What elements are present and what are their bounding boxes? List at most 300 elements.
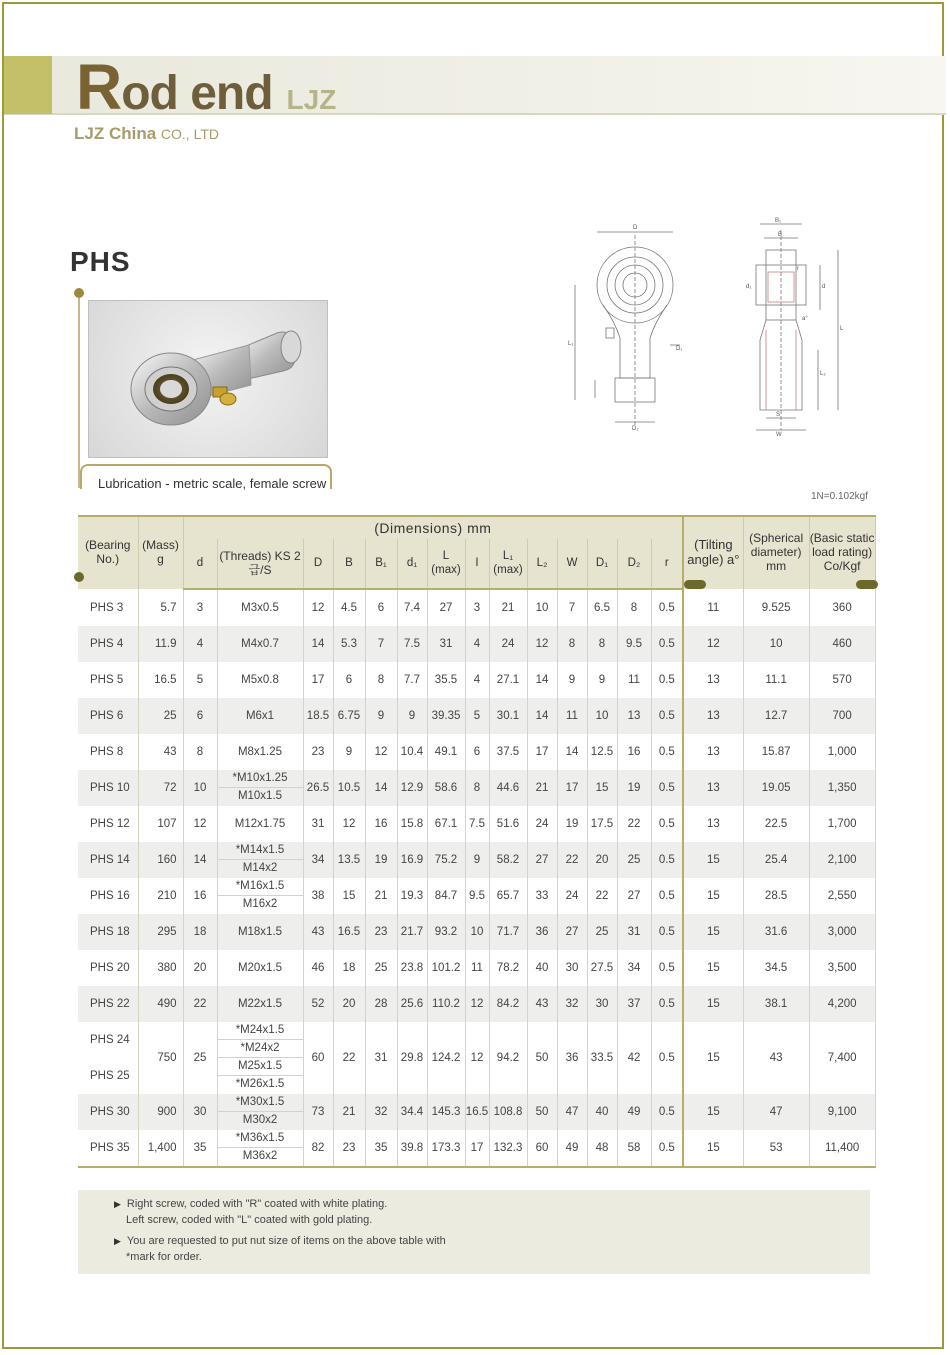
cell-w: 24: [557, 878, 587, 914]
cell-bearing-no: PHS 35: [78, 1130, 138, 1167]
header-mass: (Mass) g: [138, 516, 183, 589]
cell-l2: 40: [527, 950, 557, 986]
table-row: [78, 770, 875, 806]
cell-d: 14: [303, 626, 333, 662]
cell-w: 8: [557, 626, 587, 662]
cell-l1: 132.3: [489, 1130, 527, 1167]
thread-spec: *M16x1.5: [235, 880, 285, 892]
cell-d: 26.5: [303, 770, 333, 806]
page-title: [76, 50, 336, 124]
cell-l2: 14: [527, 698, 557, 734]
header-d: d: [183, 539, 217, 589]
cell-l: 31: [427, 626, 465, 662]
header-L1: L₁ (max): [489, 539, 527, 589]
cell-d: 3: [183, 589, 217, 626]
product-photo: [88, 300, 328, 458]
cell-b1: 31: [365, 1022, 397, 1094]
header-D: D: [303, 539, 333, 589]
thread-spec: M10x1.5: [218, 787, 303, 805]
cell-bearing-no: PHS 16: [78, 878, 138, 914]
cell-i: 12: [465, 986, 489, 1022]
cell-threads: [217, 842, 303, 878]
cell-l: 173.3: [427, 1130, 465, 1167]
cell-sph: 9.525: [743, 589, 809, 626]
cell-d2: 27: [617, 878, 651, 914]
cell-tilt: 13: [683, 698, 743, 734]
cell-d2: 19: [617, 770, 651, 806]
cell-d1: 23.8: [397, 950, 427, 986]
cell-d2: 34: [617, 950, 651, 986]
cell-load: 360: [809, 589, 875, 626]
footnote-1: ▶ Right screw, coded with "R" coated with white plating.: [114, 1198, 388, 1210]
cell-w: 32: [557, 986, 587, 1022]
cell-r: 0.5: [651, 806, 683, 842]
cell-sph: 12.7: [743, 698, 809, 734]
cell-d1: 34.4: [397, 1094, 427, 1130]
cell-r: 0.5: [651, 662, 683, 698]
cell-d: 38: [303, 878, 333, 914]
cell-tilt: 13: [683, 662, 743, 698]
cell-sph: 22.5: [743, 806, 809, 842]
cell-threads: M5x0.8: [217, 662, 303, 698]
thread-spec: M14x2: [218, 859, 303, 877]
cell-i: 9: [465, 842, 489, 878]
cell-b1: 28: [365, 986, 397, 1022]
photo-caption: Lubrication - metric scale, female screw: [98, 476, 327, 491]
cell-l: 49.1: [427, 734, 465, 770]
cell-load: 4,200: [809, 986, 875, 1022]
cell-threads: [217, 1130, 303, 1167]
cell-b: 22: [333, 1022, 365, 1094]
cell-w: 47: [557, 1094, 587, 1130]
cell-mass: 107: [138, 806, 183, 842]
cell-d1: 9: [397, 698, 427, 734]
cell-l1: 94.2: [489, 1022, 527, 1094]
cell-d1: 19.3: [397, 878, 427, 914]
cell-l1: 24: [489, 626, 527, 662]
cell-i: 4: [465, 626, 489, 662]
table-row: [78, 734, 875, 770]
cell-b: 21: [333, 1094, 365, 1130]
technical-drawing: [520, 210, 880, 440]
cell-tilt: 15: [683, 842, 743, 878]
cell-d: 73: [303, 1094, 333, 1130]
column-marker-right-icon: [856, 580, 878, 589]
label-D: D: [633, 225, 638, 231]
cell-d: 12: [183, 806, 217, 842]
cell-d2: 13: [617, 698, 651, 734]
label-D1: D₁: [676, 346, 683, 352]
cell-d2: 42: [617, 1022, 651, 1094]
cell-l1: 37.5: [489, 734, 527, 770]
cell-b: 5.3: [333, 626, 365, 662]
cell-d2: 11: [617, 662, 651, 698]
cell-mass: 750: [138, 1022, 183, 1094]
cell-d: 35: [183, 1130, 217, 1167]
cell-d1: 16.9: [397, 842, 427, 878]
cell-l1: 84.2: [489, 986, 527, 1022]
cell-threads: M4x0.7: [217, 626, 303, 662]
table-row: [78, 626, 875, 662]
cell-l1: 108.8: [489, 1094, 527, 1130]
cell-mass: 900: [138, 1094, 183, 1130]
header-r: r: [651, 539, 683, 589]
cell-r: 0.5: [651, 1022, 683, 1094]
cell-d1: 33.5: [587, 1022, 617, 1094]
cell-r: 0.5: [651, 986, 683, 1022]
cell-d: 18: [183, 914, 217, 950]
cell-r: 0.5: [651, 1130, 683, 1167]
header-spherical-diameter: (Spherical diameter) mm: [743, 516, 809, 589]
cell-load: 460: [809, 626, 875, 662]
cell-d1: 12.9: [397, 770, 427, 806]
cell-d1: 15.8: [397, 806, 427, 842]
cell-r: 0.5: [651, 698, 683, 734]
cell-threads: [217, 1022, 303, 1094]
cell-threads: [217, 878, 303, 914]
cell-d: 52: [303, 986, 333, 1022]
cell-l2: 50: [527, 1022, 557, 1094]
company-suffix: CO., LTD: [160, 126, 219, 142]
cell-w: 17: [557, 770, 587, 806]
cell-l1: 51.6: [489, 806, 527, 842]
header-tilting-angle: (Tilting angle) a°: [683, 516, 743, 589]
label-S: S: [776, 412, 781, 418]
cell-l2: 21: [527, 770, 557, 806]
cell-d: 31: [303, 806, 333, 842]
cell-mass: 5.7: [138, 589, 183, 626]
cell-w: 7: [557, 589, 587, 626]
cell-sph: 34.5: [743, 950, 809, 986]
thread-spec: M30x2: [218, 1111, 303, 1129]
cell-l2: 17: [527, 734, 557, 770]
label-W: W: [776, 432, 782, 438]
table-row: [78, 914, 875, 950]
cell-load: 3,000: [809, 914, 875, 950]
cell-d1: 25: [587, 914, 617, 950]
cell-l: 58.6: [427, 770, 465, 806]
cell-b: 23: [333, 1130, 365, 1167]
cell-b: 20: [333, 986, 365, 1022]
label-L: L: [840, 326, 844, 332]
cell-r: 0.5: [651, 914, 683, 950]
cell-d: 8: [183, 734, 217, 770]
cell-b1: 7: [365, 626, 397, 662]
cell-d: 20: [183, 950, 217, 986]
cell-bearing-no: PHS 3: [78, 589, 138, 626]
cell-sph: 19.05: [743, 770, 809, 806]
cell-i: 8: [465, 770, 489, 806]
cell-b: 12: [333, 806, 365, 842]
cell-d2: 58: [617, 1130, 651, 1167]
table-row: [78, 878, 875, 914]
thread-spec: M25x1.5: [218, 1057, 303, 1075]
cell-d: 46: [303, 950, 333, 986]
cell-sph: 28.5: [743, 878, 809, 914]
cell-i: 11: [465, 950, 489, 986]
spec-table: [78, 515, 876, 1168]
cell-sph: 11.1: [743, 662, 809, 698]
bullet-dot-icon: [74, 288, 84, 298]
cell-b: 10.5: [333, 770, 365, 806]
cell-mass: 295: [138, 914, 183, 950]
cell-l2: 60: [527, 1130, 557, 1167]
cell-b: 15: [333, 878, 365, 914]
cell-b1: 8: [365, 662, 397, 698]
cell-sph: 25.4: [743, 842, 809, 878]
cell-l1: 27.1: [489, 662, 527, 698]
cell-d2: 49: [617, 1094, 651, 1130]
cell-b1: 14: [365, 770, 397, 806]
header-load-rating: (Basic static load rating) Co/Kgf: [809, 516, 875, 589]
cell-i: 4: [465, 662, 489, 698]
cell-d1: 29.8: [397, 1022, 427, 1094]
cell-b1: 16: [365, 806, 397, 842]
cell-tilt: 11: [683, 589, 743, 626]
cell-bearing-no: PHS 6: [78, 698, 138, 734]
cell-l: 101.2: [427, 950, 465, 986]
cell-d1: 39.8: [397, 1130, 427, 1167]
cell-r: 0.5: [651, 770, 683, 806]
cell-d1: 17.5: [587, 806, 617, 842]
cell-threads: M18x1.5: [217, 914, 303, 950]
cell-b1: 32: [365, 1094, 397, 1130]
cell-b1: 12: [365, 734, 397, 770]
cell-threads: M8x1.25: [217, 734, 303, 770]
cell-l: 39.35: [427, 698, 465, 734]
table-row: [78, 1130, 875, 1167]
cell-tilt: 15: [683, 878, 743, 914]
header-B: B: [333, 539, 365, 589]
cell-mass: 16.5: [138, 662, 183, 698]
cell-mass: 380: [138, 950, 183, 986]
cell-l: 75.2: [427, 842, 465, 878]
cell-sph: 10: [743, 626, 809, 662]
cell-bearing-no: PHS 8: [78, 734, 138, 770]
cell-w: 36: [557, 1022, 587, 1094]
photo-side-rule: [78, 298, 80, 488]
cell-l: 84.7: [427, 878, 465, 914]
cell-d1: 10.4: [397, 734, 427, 770]
cell-sph: 31.6: [743, 914, 809, 950]
cell-d1: 20: [587, 842, 617, 878]
label-L1: L₁: [568, 341, 574, 347]
cell-l: 35.5: [427, 662, 465, 698]
cell-load: 1,000: [809, 734, 875, 770]
label-r: r: [797, 266, 799, 272]
table-row: [78, 698, 875, 734]
header-dimensions: (Dimensions) mm: [183, 516, 683, 539]
cell-w: 27: [557, 914, 587, 950]
cell-tilt: 12: [683, 626, 743, 662]
cell-b1: 9: [365, 698, 397, 734]
table-row: [78, 950, 875, 986]
cell-sph: 15.87: [743, 734, 809, 770]
footnote-box: [78, 1190, 870, 1274]
product-code: PHS: [70, 246, 131, 277]
cell-w: 14: [557, 734, 587, 770]
cell-d: 16: [183, 878, 217, 914]
cell-d1: 21.7: [397, 914, 427, 950]
thread-spec: *M24x1.5: [235, 1024, 285, 1036]
header-L2: L₂: [527, 539, 557, 589]
cell-r: 0.5: [651, 842, 683, 878]
cell-d2: 31: [617, 914, 651, 950]
cell-mass: 72: [138, 770, 183, 806]
cell-l1: 78.2: [489, 950, 527, 986]
cell-bearing-no: PHS 22: [78, 986, 138, 1022]
cell-b1: 25: [365, 950, 397, 986]
thread-spec: *M10x1.25: [232, 772, 288, 784]
cell-d1: 27.5: [587, 950, 617, 986]
cell-d: 18.5: [303, 698, 333, 734]
footnote-2: ▶ You are requested to put nut size of items on the above table with: [114, 1235, 446, 1247]
cell-b1: 23: [365, 914, 397, 950]
label-d1: d₁: [746, 284, 752, 290]
cell-bearing-no: [78, 1022, 138, 1094]
cell-bearing-no: PHS 14: [78, 842, 138, 878]
title-cap: R: [76, 51, 122, 123]
cell-l: 110.2: [427, 986, 465, 1022]
cell-d1: 8: [587, 626, 617, 662]
cell-d1: 9: [587, 662, 617, 698]
cell-d1: 30: [587, 986, 617, 1022]
table-row: [78, 1094, 875, 1130]
header-d1: d₁: [397, 539, 427, 589]
cell-tilt: 15: [683, 1094, 743, 1130]
cell-load: 7,400: [809, 1022, 875, 1094]
table-row: [78, 662, 875, 698]
cell-load: 9,100: [809, 1094, 875, 1130]
cell-d: 12: [303, 589, 333, 626]
cell-l1: 30.1: [489, 698, 527, 734]
header-I: I: [465, 539, 489, 589]
cell-d2: 8: [617, 589, 651, 626]
cell-l: 145.3: [427, 1094, 465, 1130]
table-row: [78, 589, 875, 626]
cell-d: 25: [183, 1022, 217, 1094]
cell-tilt: 15: [683, 986, 743, 1022]
cell-d2: 16: [617, 734, 651, 770]
cell-load: 570: [809, 662, 875, 698]
cell-d2: 9.5: [617, 626, 651, 662]
cell-mass: 490: [138, 986, 183, 1022]
cell-l1: 44.6: [489, 770, 527, 806]
cell-d: 60: [303, 1022, 333, 1094]
label-d: d: [822, 284, 826, 290]
cell-load: 2,550: [809, 878, 875, 914]
triangle-bullet-icon: ▶: [114, 1236, 121, 1246]
cell-bearing-no: PHS 20: [78, 950, 138, 986]
cell-b: 16.5: [333, 914, 365, 950]
cell-d1: 25.6: [397, 986, 427, 1022]
thread-spec: M36x2: [218, 1147, 303, 1165]
cell-i: 12: [465, 1022, 489, 1094]
cell-load: 700: [809, 698, 875, 734]
cell-tilt: 15: [683, 914, 743, 950]
bearing-no-line: PHS 24: [90, 1034, 130, 1046]
cell-mass: 43: [138, 734, 183, 770]
cell-bearing-no: PHS 12: [78, 806, 138, 842]
bearing-no-line: PHS 25: [90, 1070, 130, 1082]
cell-b1: 19: [365, 842, 397, 878]
cell-b1: 21: [365, 878, 397, 914]
cell-l2: 33: [527, 878, 557, 914]
cell-d2: 22: [617, 806, 651, 842]
cell-d1: 15: [587, 770, 617, 806]
header-B1: B₁: [365, 539, 397, 589]
cell-b1: 6: [365, 589, 397, 626]
title-rest: od end: [121, 67, 273, 120]
cell-d: 43: [303, 914, 333, 950]
cell-l1: 21: [489, 589, 527, 626]
cell-load: 2,100: [809, 842, 875, 878]
unit-note: 1N=0.102kgf: [811, 491, 868, 502]
cell-i: 5: [465, 698, 489, 734]
cell-tilt: 13: [683, 806, 743, 842]
cell-d1: 40: [587, 1094, 617, 1130]
cell-threads: M6x1: [217, 698, 303, 734]
label-B1: B₁: [775, 218, 782, 224]
cell-d2: 37: [617, 986, 651, 1022]
label-D2: D₂: [632, 426, 639, 432]
cell-i: 9.5: [465, 878, 489, 914]
cell-load: 3,500: [809, 950, 875, 986]
thread-spec: *M14x1.5: [235, 844, 285, 856]
cell-l1: 71.7: [489, 914, 527, 950]
cell-tilt: 15: [683, 1022, 743, 1094]
cell-load: 1,700: [809, 806, 875, 842]
cell-d1: 22: [587, 878, 617, 914]
cell-l1: 58.2: [489, 842, 527, 878]
cell-d: 17: [303, 662, 333, 698]
cell-b: 6.75: [333, 698, 365, 734]
thread-spec: *M30x1.5: [235, 1096, 285, 1108]
cell-threads: M3x0.5: [217, 589, 303, 626]
cell-b: 9: [333, 734, 365, 770]
row-marker-icon: [74, 572, 84, 582]
header-threads: (Threads) KS 2급/S: [217, 539, 303, 589]
cell-r: 0.5: [651, 734, 683, 770]
cell-d: 82: [303, 1130, 333, 1167]
header-L: L (max): [427, 539, 465, 589]
cell-r: 0.5: [651, 1094, 683, 1130]
label-L2: L₂: [820, 371, 826, 377]
cell-d1: 48: [587, 1130, 617, 1167]
cell-d1: 7.4: [397, 589, 427, 626]
cell-threads: M22x1.5: [217, 986, 303, 1022]
cell-w: 49: [557, 1130, 587, 1167]
cell-l2: 12: [527, 626, 557, 662]
title-sub: LJZ: [286, 84, 337, 115]
dimension-drawing-icon: [520, 210, 880, 440]
cell-d: 10: [183, 770, 217, 806]
cell-l2: 43: [527, 986, 557, 1022]
table-row: [78, 986, 875, 1022]
cell-l: 93.2: [427, 914, 465, 950]
cell-bearing-no: PHS 5: [78, 662, 138, 698]
thread-spec: *M24x2: [218, 1039, 303, 1057]
table-row: [78, 842, 875, 878]
cell-bearing-no: PHS 18: [78, 914, 138, 950]
cell-sph: 53: [743, 1130, 809, 1167]
cell-i: 3: [465, 589, 489, 626]
cell-l2: 36: [527, 914, 557, 950]
triangle-bullet-icon: ▶: [114, 1199, 121, 1209]
header-D1: D₁: [587, 539, 617, 589]
cell-l: 67.1: [427, 806, 465, 842]
company-name: LJZ China CO., LTD: [74, 124, 219, 143]
